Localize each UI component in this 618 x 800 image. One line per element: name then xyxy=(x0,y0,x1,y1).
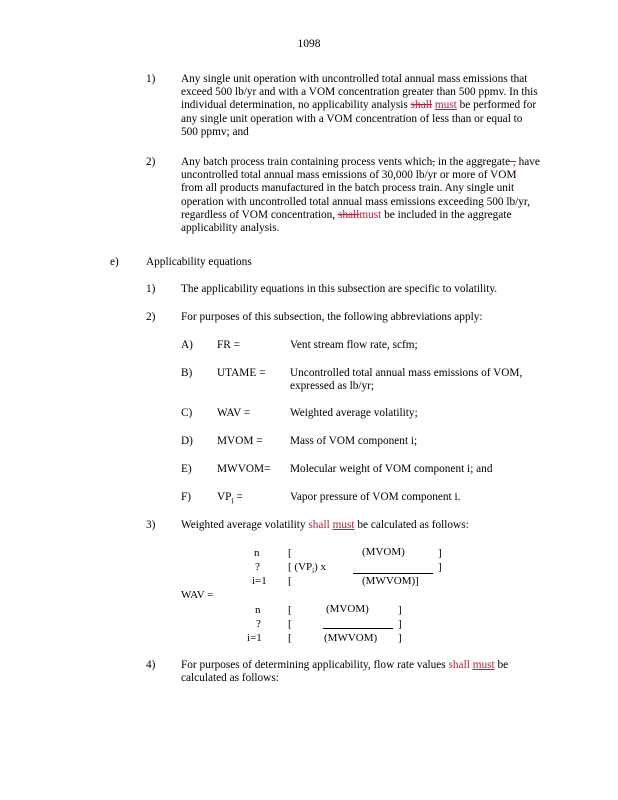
eq-close-bracket: ] xyxy=(398,632,402,644)
item-2-text-b: in the aggregate xyxy=(435,156,511,168)
sub-1-number: 1) xyxy=(146,283,156,295)
sub-4-text-b: be calculated as follows: xyxy=(181,659,509,685)
abbr-a-term: FR = xyxy=(217,339,241,351)
item-1-text-a: Any single unit operation with uncontrolled total annual mass emissions that exceed 500 lb/yr and with a VOM concentration greater than 500 ppmv. In this individual determination, no applicability analysis xyxy=(181,73,538,112)
item-2-text xyxy=(181,156,541,235)
sub-4-number: 4) xyxy=(146,659,156,671)
eq-open-bracket: [ xyxy=(288,618,292,630)
sub-4-text xyxy=(181,659,546,685)
eq-numerator-fraction-bar xyxy=(353,573,433,574)
eq-sum-top-n: n xyxy=(255,604,261,616)
item-2-text-d: be included in the aggregate applicability analysis. xyxy=(181,208,512,235)
eq-open-bracket: [ xyxy=(288,632,292,644)
section-e-label: e) xyxy=(110,256,119,268)
item-1-number: 1) xyxy=(146,73,156,85)
abbr-f-definition: Vapor pressure of VOM component i. xyxy=(290,491,461,503)
eq-close-bracket: ] xyxy=(438,561,442,573)
eq-close-bracket: ] xyxy=(398,618,402,630)
eq-denominator-mwvom: (MWVOM) xyxy=(324,632,378,644)
abbr-b-letter: B) xyxy=(181,367,193,379)
item-1-text xyxy=(181,73,541,139)
section-e-heading: Applicability equations xyxy=(146,256,252,268)
eq-denominator-mvom: (MVOM) xyxy=(326,603,369,615)
deleted-comma: , xyxy=(432,156,436,168)
abbr-f-term xyxy=(217,491,297,507)
abbr-b-definition: Uncontrolled total annual mass emissions of VOM, expressed as lb/yr; xyxy=(290,367,523,393)
inserted-must: must xyxy=(472,659,495,671)
abbr-d-definition: Mass of VOM component i; xyxy=(290,435,418,447)
eq-open-bracket: [ xyxy=(288,604,292,616)
eq-numerator-mwvom: (MWVOM)] xyxy=(362,575,419,587)
abbr-a-letter: A) xyxy=(181,339,193,351)
eq-sum-bottom: i=1 xyxy=(252,575,267,587)
deleted-shall: shall xyxy=(448,659,470,671)
abbr-a-definition: Vent stream flow rate, scfm; xyxy=(290,339,418,351)
sub-3-text-b: be calculated as follows: xyxy=(354,519,469,531)
item-2-number: 2) xyxy=(146,156,156,168)
eq-numerator-mvom: (MVOM) xyxy=(362,546,405,558)
eq-vp-tail: ) x xyxy=(314,561,327,573)
item-1-text-b: be performed for any single unit operation with a VOM concentration of less than or equal to 500 ppmv; and xyxy=(181,99,537,138)
eq-sum-symbol: ? xyxy=(256,618,261,630)
sub-3-text xyxy=(181,519,561,532)
eq-lhs-wav: WAV = xyxy=(181,589,214,601)
eq-close-bracket: ] xyxy=(438,547,442,559)
sub-2-text: For purposes of this subsection, the following abbreviations apply: xyxy=(181,311,483,323)
eq-open-bracket: [ xyxy=(288,575,292,587)
sub-4-text-a: For purposes of determining applicability, flow rate values xyxy=(181,659,449,671)
eq-vp-text: [ (VP xyxy=(288,561,313,573)
page-number: 1098 xyxy=(297,38,321,50)
eq-vp-term xyxy=(288,561,326,578)
eq-denominator-fraction-bar xyxy=(323,628,393,629)
abbr-d-letter: D) xyxy=(181,435,193,447)
inserted-must: must xyxy=(332,519,355,531)
eq-close-bracket: ] xyxy=(398,604,402,616)
abbr-e-letter: E) xyxy=(181,463,192,475)
abbr-d-term: MVOM = xyxy=(217,435,263,447)
eq-open-bracket: [ xyxy=(288,547,292,559)
item-2-text-a: Any batch process train containing process vents which xyxy=(181,156,433,168)
sub-1-text: The applicability equations in this subsection are specific to volatility. xyxy=(181,283,498,295)
sub-2-number: 2) xyxy=(146,311,156,323)
abbr-f-term-main: VP xyxy=(217,491,232,503)
abbr-f-term-tail: = xyxy=(233,491,243,503)
eq-vp-subscript: i xyxy=(312,567,315,576)
eq-sum-top-n: n xyxy=(254,547,260,559)
abbr-c-letter: C) xyxy=(181,407,193,419)
inserted-must: must xyxy=(359,208,382,221)
abbr-e-term: MWVOM= xyxy=(217,463,271,475)
abbr-b-term: UTAME = xyxy=(217,367,266,379)
item-2-text-c: have uncontrolled total annual mass emissions of 30,000 lb/yr or more of VOM from all products manufactured in the batch process train. Any single unit operation with uncontrolled total annual mass emissions exceeding 500 lb/yr, regardless of VOM concentration, xyxy=(181,156,540,221)
deleted-shall: shall xyxy=(337,208,360,221)
abbr-c-definition: Weighted average volatility; xyxy=(290,407,418,419)
abbr-e-definition: Molecular weight of VOM component i; and xyxy=(290,463,493,475)
abbr-c-term: WAV = xyxy=(217,407,251,419)
deleted-shall: shall xyxy=(410,99,432,112)
sub-3-number: 3) xyxy=(146,519,156,531)
eq-sum-symbol: ? xyxy=(255,561,260,573)
abbr-f-term-subscript: i xyxy=(231,496,234,506)
sub-3-text-a: Weighted average volatility xyxy=(181,519,309,531)
abbr-f-letter: F) xyxy=(181,491,192,503)
eq-sum-bottom: i=1 xyxy=(247,632,262,644)
deleted-comma: , xyxy=(510,156,516,168)
deleted-shall: shall xyxy=(308,519,330,531)
inserted-must: must xyxy=(434,99,457,112)
